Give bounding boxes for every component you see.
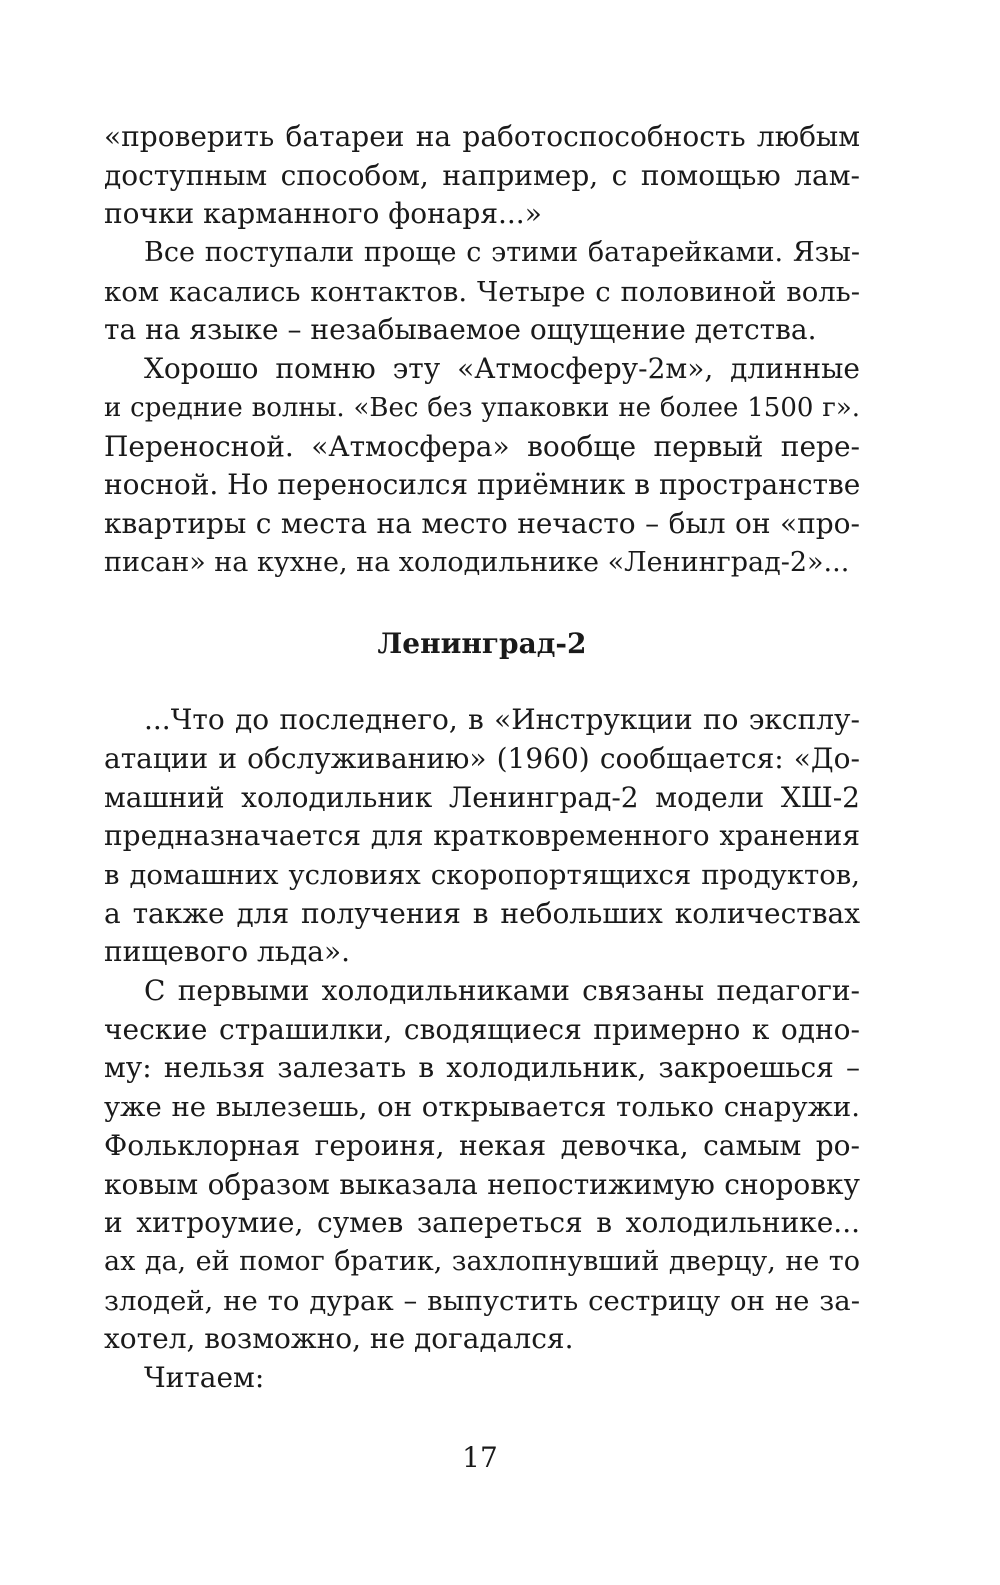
text-line: почки карманного фонаря...»	[104, 197, 542, 231]
paragraph-atmosfera	[104, 350, 860, 582]
text-line: ах да, ей помог братик, захлопнувший дверцу, не то	[104, 1245, 860, 1277]
text-line: предназначается для кратковременного хранения	[104, 819, 860, 853]
paragraph-scary-stories	[104, 972, 860, 1359]
text-line: Все поступали проще с этими батарейками. Язы-	[144, 237, 860, 269]
text-line: уже не вылезешь, он открывается только снаружи.	[104, 1091, 860, 1124]
text-line: му: нельзя залезать в холодильник, закроешься –	[104, 1051, 860, 1085]
text-line: злодей, не то дурак – выпустить сестрицу он не за-	[104, 1284, 860, 1317]
section-heading: Ленинград-2	[377, 627, 587, 661]
text-line: ...Что до последнего, в «Инструкции по эксплу-	[144, 703, 860, 737]
paragraph-instruction	[104, 701, 860, 972]
text-line: «проверить батареи на работоспособность любым	[104, 120, 860, 153]
page-number: 17	[462, 1441, 498, 1474]
text-line: Переносной. «Атмосфера» вообще первый пере-	[104, 429, 860, 463]
text-line: ческие страшилки, сводящиеся примерно к одно-	[104, 1012, 860, 1046]
text-line: Хорошо помню эту «Атмосферу-2м», длинные	[144, 352, 860, 386]
text-line: атации и обслуживанию» (1960) сообщается: «До-	[104, 741, 860, 775]
text-line: С первыми холодильниками связаны педагоги-	[144, 974, 860, 1008]
page-body	[104, 118, 860, 1398]
text-line: ковым образом выказала непостижимую сноровку	[104, 1167, 860, 1201]
text-line: хотел, возможно, не догадался.	[104, 1322, 574, 1356]
text-line: носной. Но переносился приёмник в пространстве	[104, 468, 861, 502]
text-line: квартиры с места на место нечасто – был он «про-	[104, 506, 860, 540]
text-line: та на языке – незабываемое ощущение детства.	[104, 313, 817, 347]
text-line: в домашних условиях скоропортящихся продуктов,	[104, 859, 860, 891]
text-line: Читаем:	[144, 1360, 265, 1394]
text-line: машний холодильник Ленинград-2 модели ХШ-2	[104, 780, 860, 814]
text-line: пищевого льда».	[104, 935, 350, 969]
text-line: писан» на кухне, на холодильнике «Ленинград-2»...	[104, 546, 850, 578]
paragraph-batteries-quote	[104, 118, 860, 234]
text-line: доступным способом, например, с помощью лам-	[104, 158, 860, 192]
text-line: а также для получения в небольших количествах	[104, 896, 860, 930]
text-line: ком касались контактов. Четыре с половиной воль-	[104, 275, 860, 308]
paragraph-tongue-test	[104, 234, 860, 350]
text-line: Фольклорная героиня, некая девочка, самым ро-	[104, 1128, 860, 1162]
text-line: и хитроумие, сумев запереться в холодильнике...	[104, 1206, 860, 1240]
paragraph-reading	[104, 1359, 860, 1398]
text-line: и средние волны. «Вес без упаковки не более 1500 г».	[104, 392, 860, 423]
